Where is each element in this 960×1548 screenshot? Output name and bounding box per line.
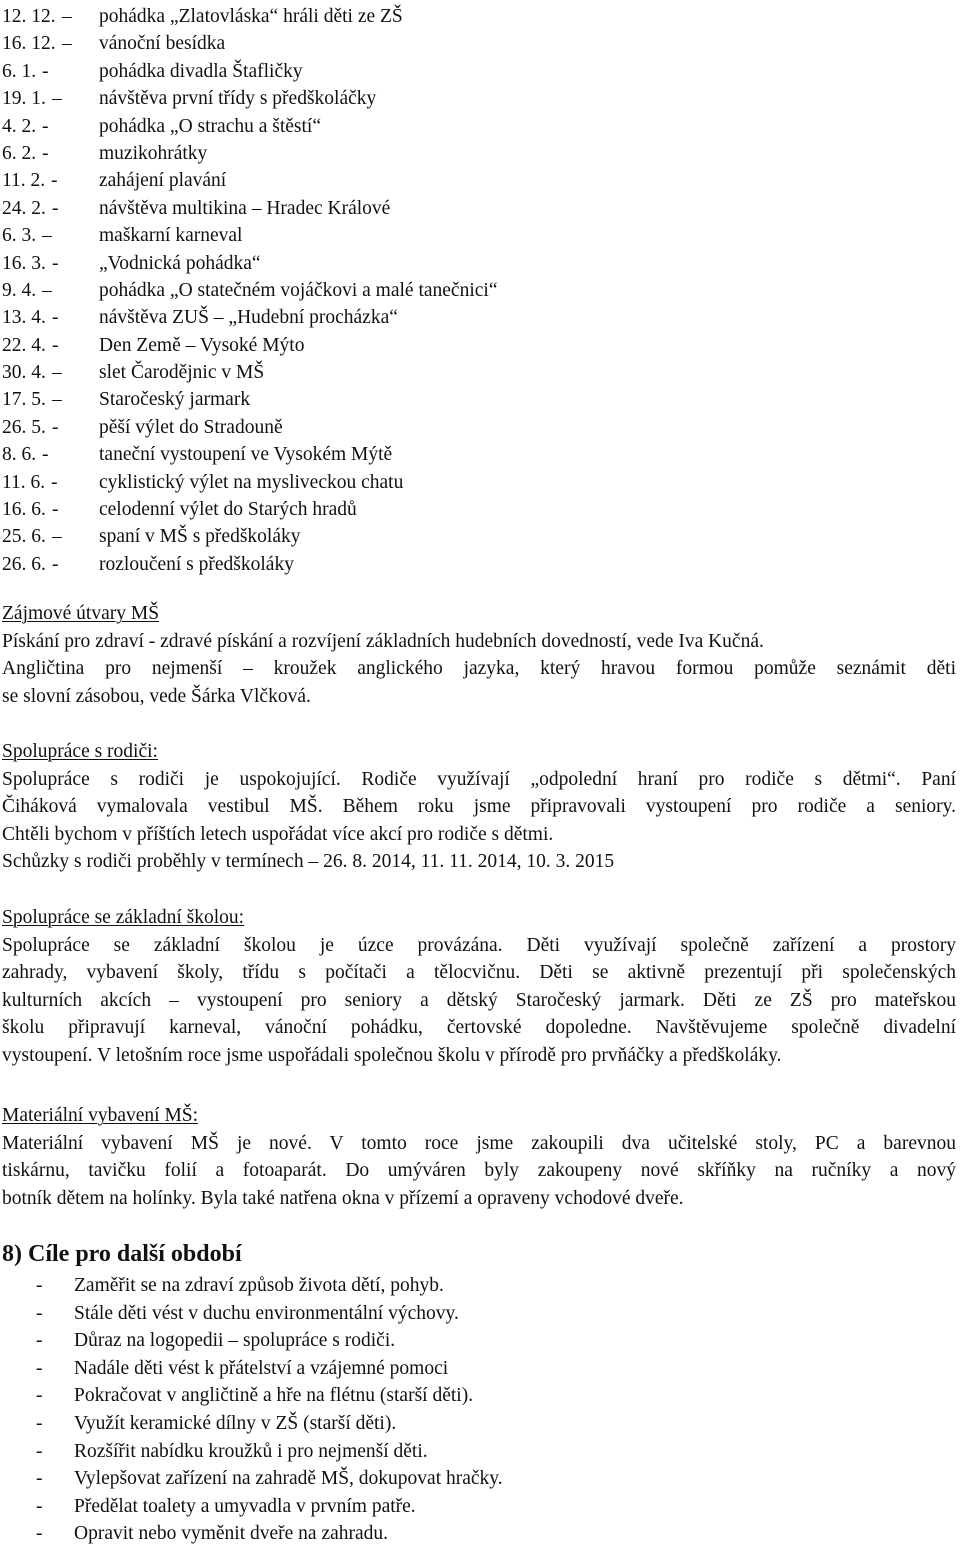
event-description: muzikohrátky [99, 142, 208, 164]
event-description: „Vodnická pohádka“ [99, 252, 261, 274]
event-date: 6. 3. [2, 225, 37, 247]
event-description: vánoční besídka [99, 33, 226, 55]
paragraph-line: Spolupráce se základní školou je úzce provázána. Děti využívají společně zařízení a prostory [2, 934, 956, 956]
bullet-dash: - [36, 1412, 43, 1434]
event-description: spaní v MŠ s předškoláky [99, 526, 301, 548]
section-zajmove [2, 600, 956, 710]
event-description: Den Země – Vysoké Mýto [99, 334, 305, 356]
event-date: 30. 4. [2, 362, 46, 384]
event-description: cyklistický výlet na mysliveckou chatu [99, 471, 404, 493]
goal-text: Stále děti vést v duchu environmentální výchovy. [74, 1302, 459, 1324]
bullet-dash: - [36, 1523, 43, 1545]
event-date: 26. 6. [2, 553, 46, 575]
event-description: zahájení plavání [99, 170, 227, 192]
event-description: pohádka „O statečném vojáčkovi a malé tanečnici“ [99, 279, 498, 301]
bullet-dash: - [36, 1330, 43, 1352]
event-date: 13. 4. [2, 307, 46, 329]
event-separator: - [42, 142, 49, 164]
event-separator: - [52, 252, 59, 274]
paragraph-line: Angličtina pro nejmenší – kroužek anglického jazyka, který hravou formou pomůže seznámit děti [2, 658, 956, 680]
event-separator: - [52, 197, 59, 219]
event-separator: – [42, 225, 52, 247]
event-date: 8. 6. [2, 444, 37, 466]
bullet-dash: - [36, 1468, 43, 1490]
paragraph-line: Chtěli bychom v příštích letech uspořádat více akcí pro rodiče s dětmi. [2, 823, 554, 845]
event-separator: - [52, 416, 59, 438]
section-cile-heading: 8) Cíle pro další období [2, 1241, 242, 1267]
section-heading: Materiální vybavení MŠ: [2, 1105, 199, 1126]
event-date: 4. 2. [2, 115, 37, 137]
bullet-dash: - [36, 1357, 43, 1379]
event-description: pohádka divadla Štafličky [99, 60, 303, 82]
paragraph-line: tiskárnu, tavičku folií a fotoaparát. Do umýváren byly zakoupeny nové skříňky na ručníky a nový [2, 1160, 956, 1182]
event-date: 19. 1. [2, 88, 46, 110]
paragraph-line: zahrady, vybavení školy, třídu s počítači a tělocvičnu. Děti se aktivně prezentují při společenských [2, 962, 956, 984]
paragraph-line: botník dětem na holínky. Byla také natřena okna v přízemí a opraveny vchodové dveře. [2, 1187, 684, 1209]
goal-text: Zaměřit se na zdraví způsob života dětí, pohyb. [74, 1275, 444, 1296]
goal-text: Důraz na logopedii – spolupráce s rodiči. [74, 1330, 396, 1352]
goal-text: Pokračovat v angličtině a hře na flétnu (starší děti). [74, 1385, 474, 1407]
event-separator: - [42, 115, 49, 137]
event-description: návštěva ZUŠ – „Hudební procházka“ [99, 307, 398, 329]
event-description: návštěva první třídy s předškoláčky [99, 88, 377, 110]
bullet-dash: - [36, 1385, 43, 1407]
section-heading: Spolupráce s rodiči: [2, 741, 158, 762]
event-description: celodenní výlet do Starých hradů [99, 499, 357, 521]
goal-text: Vylepšovat zařízení na zahradě MŠ, dokupovat hračky. [74, 1468, 503, 1490]
event-separator: – [52, 389, 62, 411]
event-separator: - [52, 307, 59, 329]
paragraph-line: vystoupení. V letošním roce jsme uspořádali společnou školu v přírodě pro prvňáčky a předškoláky. [2, 1044, 782, 1066]
event-date: 17. 5. [2, 389, 46, 411]
event-date: 12. 12. [2, 6, 56, 27]
paragraph-line: Čiháková vymalovala vestibul MŠ. Během roku jsme připravovali vystoupení pro rodiče a seniory. [2, 796, 956, 818]
paragraph-line: Spolupráce s rodiči je uspokojující. Rodiče využívají „odpolední hraní pro rodiče s dětmi“. Paní [2, 768, 956, 790]
event-separator: - [42, 60, 49, 82]
event-date: 25. 6. [2, 526, 46, 548]
event-separator: – [62, 33, 72, 55]
bullet-dash: - [36, 1302, 43, 1324]
section-material [2, 1102, 956, 1212]
event-date: 6. 2. [2, 142, 37, 164]
event-separator: - [42, 444, 49, 466]
event-separator: – [62, 6, 72, 27]
event-description: pohádka „Zlatovláska“ hráli děti ze ZŠ [99, 6, 403, 27]
event-description: návštěva multikina – Hradec Králové [99, 197, 391, 219]
paragraph-line: Pískání pro zdraví - zdravé pískání a rozvíjení základních hudebních dovedností, vede Iva Kučná. [2, 630, 764, 652]
event-separator: - [51, 170, 58, 192]
section-heading: Zájmové útvary MŠ [2, 603, 160, 624]
paragraph-line: Materiální vybavení MŠ je nové. V tomto roce jsme zakoupili dva učitelské stoly, PC a barevnou [2, 1132, 956, 1154]
bullet-dash: - [36, 1440, 43, 1462]
event-description: maškarní karneval [99, 225, 243, 247]
event-description: pěší výlet do Stradouně [99, 416, 283, 438]
event-separator: – [52, 362, 62, 384]
paragraph-line: školu připravují karneval, vánoční pohádku, čertovské dopoledne. Navštěvujeme společně divadelní [2, 1017, 956, 1039]
event-date: 11. 2. [2, 170, 46, 192]
bullet-dash: - [36, 1495, 43, 1517]
event-description: Staročeský jarmark [99, 389, 251, 411]
goal-text: Rozšířit nabídku kroužků i pro nejmenší děti. [74, 1440, 428, 1462]
event-date: 11. 6. [2, 471, 46, 493]
event-separator: – [52, 526, 62, 548]
section-skola [2, 904, 956, 1070]
goal-text: Využít keramické dílny v ZŠ (starší děti). [74, 1412, 397, 1434]
section-rodice [2, 738, 956, 876]
event-date: 26. 5. [2, 416, 46, 438]
event-description: rozloučení s předškoláky [99, 553, 294, 575]
paragraph-line: kulturních akcích – vystoupení pro seniory a dětský Staročeský jarmark. Děti ze ZŠ pro mateřskou [2, 989, 956, 1011]
event-description: slet Čarodějnic v MŠ [99, 362, 265, 384]
goal-text: Předělat toalety a umyvadla v prvním patře. [74, 1495, 416, 1517]
event-separator: – [42, 279, 52, 301]
paragraph-line: se slovní zásobou, vede Šárka Vlčková. [2, 685, 311, 707]
section-heading: Spolupráce se základní školou: [2, 907, 245, 928]
event-separator: - [52, 499, 59, 521]
bullet-dash: - [36, 1275, 43, 1296]
event-date: 9. 4. [2, 279, 37, 301]
event-separator: - [52, 334, 59, 356]
goal-text: Opravit nebo vyměnit dveře na zahradu. [74, 1523, 389, 1545]
event-date: 16. 3. [2, 252, 46, 274]
event-description: pohádka „O strachu a štěstí“ [99, 115, 322, 137]
event-separator: - [52, 553, 59, 575]
event-date: 6. 1. [2, 60, 37, 82]
event-date: 22. 4. [2, 334, 46, 356]
event-description: taneční vystoupení ve Vysokém Mýtě [99, 444, 393, 466]
event-date: 16. 12. [2, 33, 56, 55]
event-date: 24. 2. [2, 197, 46, 219]
goal-text: Nadále děti vést k přátelství a vzájemné pomoci [74, 1357, 449, 1379]
event-separator: – [52, 88, 62, 110]
event-separator: - [51, 471, 58, 493]
paragraph-line: Schůzky s rodiči proběhly v termínech – 26. 8. 2014, 11. 11. 2014, 10. 3. 2015 [2, 851, 615, 873]
event-date: 16. 6. [2, 499, 46, 521]
